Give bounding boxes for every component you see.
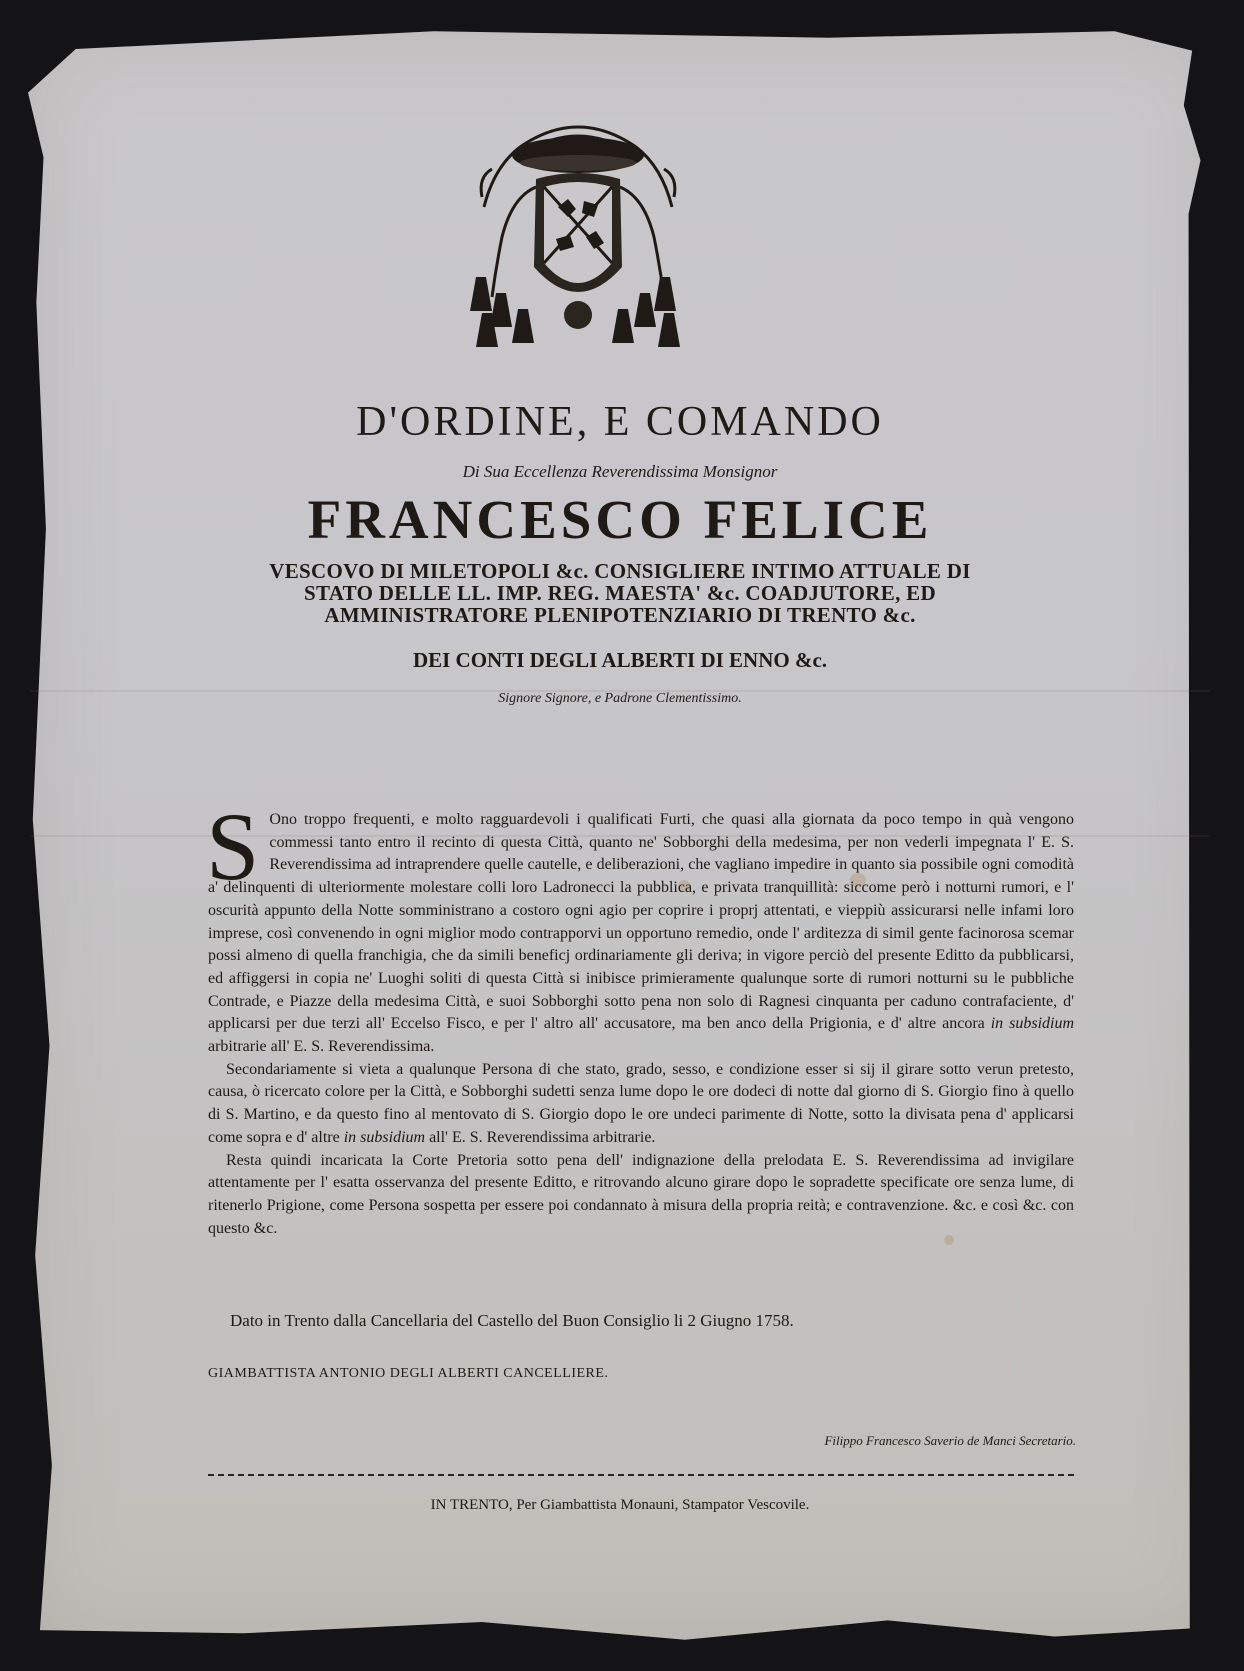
family-line: DEI CONTI DEGLI ALBERTI DI ENNO &c. [412,648,828,672]
bishop-title-line: VESCOVO DI MILETOPOLI &c. CONSIGLIERE INTIMO ATTUALE DI [269,559,971,583]
edict-text: all' E. S. Reverendissima arbitrarie. [429,1128,656,1146]
divider-rule [208,1474,1074,1476]
edict-body [206,793,1075,1240]
drop-cap: S [206,793,260,900]
bishop-title-line: AMMINISTRATORE PLENIPOTENZIARIO DI TRENTO &c. [324,603,916,627]
edict-italic-text: in subsidium [990,1015,1075,1033]
decree-subheading: Di Sua Eccellenza Reverendissima Monsignor [462,462,778,481]
edict-text: arbitrarie all' E. S. Reverendissima. [208,1038,435,1056]
bishop-name: FRANCESCO FELICE [307,489,933,550]
edict-text: Ono troppo frequenti, e molto ragguardevoli i qualificati Furti, che quasi alla giornata da poco tempo in quà vengono commessi tanto entro il recinto di questa Città, quanto ne' Sobborghi della medesima, per non vederli impegnata l' E. S. Reverendissima ad intraprendere quelle cautelle, e deliberazioni, che vagliano impedire in quanto sia possibile ogni comodità a' delinquenti di ulteriormente molestare colli loro Ladronecci la pubblica, e privata tranquillità: siccome però i notturni rumori, e l' oscurità appunto della Notte somministrano a costoro ogni agio per coprire i proprj attentati, e vieppiù assicurarsi nelle infami loro imprese, così convenendo in ogni miglior modo contrapporvi un opportuno remedio, onde l' arditezza di simil gente facinorosa scemar possi almeno di quella franchigia, che da simili beneficj ordinariamente gli deriva; in vigore perciò del presente Editto da pubblicarsi, ed affiggersi in copia ne' Luoghi soliti di questa Città si inibisce primieramente qualunque sorte di rumori notturni su le pubbliche Contrade, e Piazze della medesima Città, e suoi Sobborghi sotto pena non solo di Ragnesi cinquanta per caduno contrafaciente, d' applicarsi per due terzi all' Eccelso Fisco, e per l' altro all' accusatore, ma ben anco della Prigionia, e d' altre ancora [208,811,1074,1033]
edict-paragraph-2 [208,1059,1074,1150]
edict-paragraph-3: Resta quindi incaricata la Corte Pretoria sotto pena dell' indignazione della prelodata E. S. Reverendissima ad invigilare attentamente per l' esatta osservanza del presente Editto, e ritrovando alcuno girare dopo le sopradette specificate ore senza lume, di ritenerlo Prigione, come Persona sospetta per essere poi condannato à misura della propria reità; e contravenzione. &c. e così &c. con questo &c. [208,1151,1074,1237]
bishop-titles [120,560,1120,626]
chancellor-signature: GIAMBATTISTA ANTONIO DEGLI ALBERTI CANCELLIERE. [208,1366,609,1381]
date-line: Dato in Trento dalla Cancellaria del Castello del Buon Consiglio li 2 Giugno 1758. [230,1311,794,1330]
lord-salutation: Signore Signore, e Padrone Clementissimo. [498,691,742,706]
edict-text: Secondariamente si vieta a qualunque Persona di che stato, grado, sesso, e condizione esser si sij il girare sotto verun pretesto, causa, ò ricercato colore per la Città, e Sobborghi sudetti senza lume dopo le ore dodeci di notte dal giorno di S. Giorgio fino à quello di S. Martino, e da questo fino al mentovato di S. Giorgio dopo le ore undeci parimente di Notte, sotto la divisata pena d' applicarsi come sopra e d' altre [208,1060,1074,1146]
episcopal-coat-of-arms [462,117,694,357]
secretary-signature: Filippo Francesco Saverio de Manci Secretario. [824,1433,1076,1448]
decree-heading: D'ORDINE, E COMANDO [356,399,884,445]
bishop-title-line: STATO DELLE LL. IMP. REG. MAESTA' &c. COADJUTORE, ED [304,581,936,605]
edict-italic-text: in subsidium [343,1128,426,1146]
edict-paragraph-1 [206,793,1075,1059]
printer-imprint: IN TRENTO, Per Giambattista Monauni, Stampator Vescovile. [430,1497,810,1513]
